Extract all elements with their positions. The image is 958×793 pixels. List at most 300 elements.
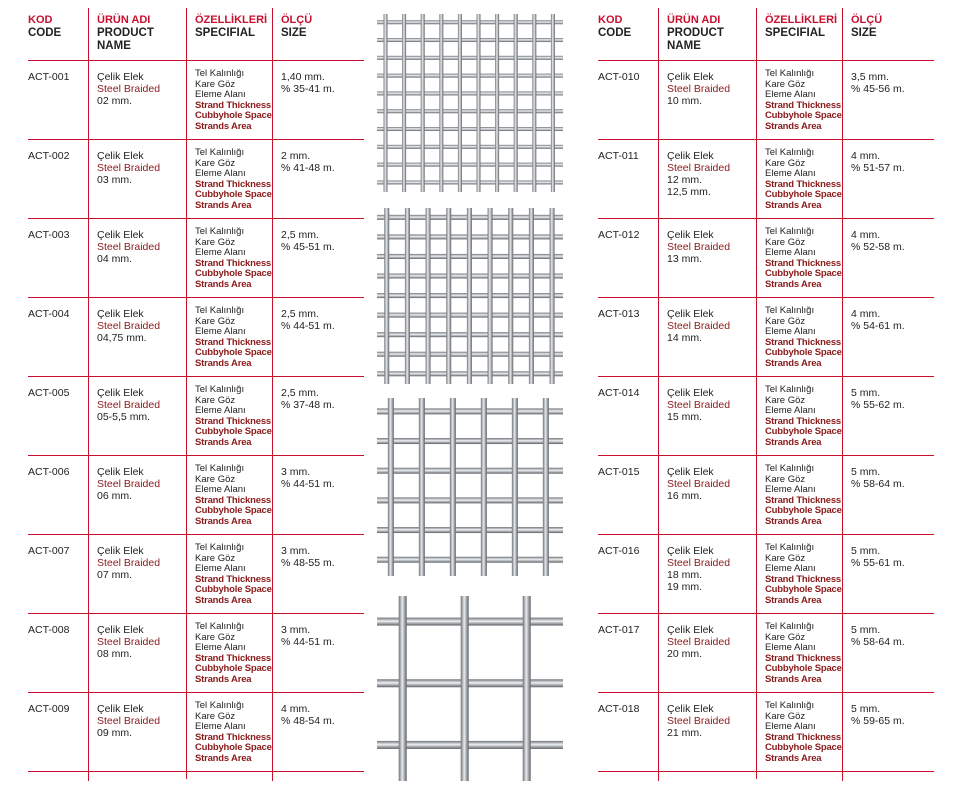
- spec-en-line: Strand Thickness: [195, 494, 271, 506]
- code-header: [598, 8, 650, 60]
- spec-en-line: Strands Area: [765, 673, 822, 685]
- product-size: [272, 140, 365, 228]
- spec-en-line: Cubbyhole Space: [765, 426, 842, 437]
- spec-en-line: Strand Thickness: [765, 731, 841, 743]
- product-specs: [186, 693, 273, 779]
- spec-tr-line: Kare Göz: [195, 631, 236, 643]
- header-en-label: SPECIFIAL: [195, 27, 256, 39]
- spec-en-line: Strand Thickness: [195, 652, 271, 664]
- code-text: ACT-005: [28, 387, 70, 399]
- horizontal-wire: [377, 408, 563, 414]
- vertical-wire: [450, 398, 456, 576]
- spec-en-line: Cubbyhole Space: [195, 663, 272, 674]
- code-text: ACT-010: [598, 71, 640, 83]
- product-specs: [186, 298, 273, 384]
- spec-en-line: Strands Area: [765, 278, 822, 290]
- spec-en-line: Strand Thickness: [195, 573, 271, 585]
- table-row: [28, 377, 364, 456]
- product-code: [28, 140, 88, 228]
- name-en: Steel Braided: [97, 399, 161, 411]
- product-name: [88, 298, 187, 386]
- header-en-label: PRODUCT NAME: [667, 27, 724, 52]
- spec-tr-line: Eleme Alanı: [195, 405, 246, 416]
- size-value: 5 mm.: [851, 545, 881, 557]
- product-code: [28, 693, 88, 781]
- product-code: [598, 535, 658, 623]
- size-value: 2,5 mm.: [281, 308, 319, 320]
- product-name: [658, 456, 757, 544]
- name-tr: Çelik Elek: [667, 387, 714, 399]
- vertical-wire: [446, 208, 451, 384]
- product-code: [28, 377, 88, 465]
- name-en: Steel Braided: [667, 320, 731, 332]
- vertical-wire: [405, 208, 410, 384]
- product-dimension: 05-5,5 mm.: [97, 411, 151, 423]
- size-percent: % 35-41 m.: [281, 83, 335, 95]
- product-size: [842, 614, 935, 702]
- product-dimension: 04,75 mm.: [97, 332, 147, 344]
- size-value: 3 mm.: [281, 624, 311, 636]
- spec-tr-line: Tel Kalınlığı: [765, 384, 815, 395]
- spec-tr-line: Eleme Alanı: [195, 642, 246, 653]
- size-percent: % 45-51 m.: [281, 241, 335, 253]
- spec-tr-line: Kare Göz: [765, 315, 806, 327]
- vertical-wire: [551, 14, 555, 192]
- product-size: [842, 61, 935, 149]
- spec-tr-line: Eleme Alanı: [765, 89, 816, 100]
- table-row: [598, 456, 934, 535]
- name-en: Steel Braided: [667, 162, 731, 174]
- spec-tr-line: Kare Göz: [195, 394, 236, 406]
- spec-tr-line: Kare Göz: [765, 473, 806, 485]
- spec-en-line: Strands Area: [765, 357, 822, 369]
- spec-tr-line: Kare Göz: [195, 236, 236, 248]
- code-text: ACT-004: [28, 308, 70, 320]
- vertical-wire: [543, 398, 549, 576]
- name-tr: Çelik Elek: [97, 71, 144, 83]
- product-dimension: 20 mm.: [667, 648, 703, 660]
- product-code: [28, 298, 88, 386]
- product-name: [658, 298, 757, 386]
- product-code: [28, 219, 88, 307]
- product-specs: [756, 456, 843, 542]
- spec-en-line: Strand Thickness: [195, 731, 271, 743]
- code-text: ACT-006: [28, 466, 70, 478]
- table-row: [598, 693, 934, 772]
- size-header: [842, 8, 935, 60]
- code-text: ACT-017: [598, 624, 640, 636]
- product-dimension: 10 mm.: [667, 95, 703, 107]
- spec-tr-line: Tel Kalınlığı: [765, 226, 815, 237]
- size-value: 3 mm.: [281, 466, 311, 478]
- table-header: [598, 8, 934, 61]
- product-size: [842, 298, 935, 386]
- size-percent: % 58-64 m.: [851, 478, 905, 490]
- spec-en-line: Cubbyhole Space: [765, 663, 842, 674]
- spec-tr-line: Eleme Alanı: [195, 247, 246, 258]
- spec-en-line: Cubbyhole Space: [765, 742, 842, 753]
- product-size: [842, 693, 935, 781]
- code-text: ACT-007: [28, 545, 70, 557]
- spec-tr-line: Kare Göz: [195, 315, 236, 327]
- size-percent: % 54-61 m.: [851, 320, 905, 332]
- size-percent: % 44-51 m.: [281, 636, 335, 648]
- product-specs: [186, 140, 273, 226]
- vertical-wire: [421, 14, 425, 192]
- product-dimension: 18 mm.: [667, 569, 703, 581]
- spec-tr-line: Eleme Alanı: [765, 721, 816, 732]
- coarse-wire-mesh-icon: [377, 596, 563, 781]
- spec-en-line: Strands Area: [195, 515, 252, 527]
- table-row: [28, 298, 364, 377]
- spec-tr-line: Eleme Alanı: [195, 721, 246, 732]
- vertical-wire: [399, 596, 407, 781]
- size-value: 5 mm.: [851, 387, 881, 399]
- header-tr-label: ÖLÇÜ: [281, 14, 313, 26]
- product-size: [272, 535, 365, 623]
- spec-en-line: Cubbyhole Space: [195, 742, 272, 753]
- product-specs: [186, 377, 273, 463]
- vertical-wire: [488, 208, 493, 384]
- table-row: [28, 140, 364, 219]
- horizontal-wire: [377, 438, 563, 444]
- spec-tr-line: Kare Göz: [195, 78, 236, 90]
- vertical-wire: [388, 398, 394, 576]
- name-tr: Çelik Elek: [97, 624, 144, 636]
- product-name: [658, 140, 757, 228]
- fine-wire-mesh-icon: [377, 14, 563, 192]
- spec-tr-line: Tel Kalınlığı: [195, 621, 245, 632]
- spec-tr-line: Eleme Alanı: [765, 405, 816, 416]
- vertical-wire: [402, 14, 406, 192]
- spec-en-line: Strand Thickness: [195, 178, 271, 190]
- name-en: Steel Braided: [667, 399, 731, 411]
- product-name: [88, 535, 187, 623]
- vertical-wire: [529, 208, 534, 384]
- size-value: 2,5 mm.: [281, 229, 319, 241]
- product-dimension: 19 mm.: [667, 581, 703, 593]
- vertical-wire: [458, 14, 462, 192]
- spec-tr-line: Eleme Alanı: [765, 326, 816, 337]
- vertical-wire: [461, 596, 469, 781]
- code-text: ACT-018: [598, 703, 640, 715]
- product-dimension: 12 mm.: [667, 174, 703, 186]
- code-text: ACT-015: [598, 466, 640, 478]
- name-tr: Çelik Elek: [667, 466, 714, 478]
- code-text: ACT-008: [28, 624, 70, 636]
- spec-tr-line: Kare Göz: [765, 236, 806, 248]
- name-tr: Çelik Elek: [667, 71, 714, 83]
- vertical-wire: [508, 208, 513, 384]
- spec-en-line: Strands Area: [765, 752, 822, 764]
- product-specs: [756, 140, 843, 226]
- medium-wire-mesh-icon: [377, 398, 563, 576]
- spec-en-line: Cubbyhole Space: [195, 189, 272, 200]
- size-percent: % 52-58 m.: [851, 241, 905, 253]
- header-en-label: SPECIFIAL: [765, 27, 826, 39]
- table-header: [28, 8, 364, 61]
- spec-en-line: Strands Area: [195, 673, 252, 685]
- spec-en-line: Strand Thickness: [765, 652, 841, 664]
- code-text: ACT-002: [28, 150, 70, 162]
- name-en: Steel Braided: [97, 320, 161, 332]
- code-text: ACT-016: [598, 545, 640, 557]
- spec-tr-line: Eleme Alanı: [765, 168, 816, 179]
- size-value: 5 mm.: [851, 703, 881, 715]
- size-percent: % 51-57 m.: [851, 162, 905, 174]
- spec-tr-line: Kare Göz: [195, 157, 236, 169]
- code-text: ACT-014: [598, 387, 640, 399]
- name-tr: Çelik Elek: [97, 466, 144, 478]
- product-dimension: 16 mm.: [667, 490, 703, 502]
- size-value: 2,5 mm.: [281, 387, 319, 399]
- product-dimension: 14 mm.: [667, 332, 703, 344]
- product-name: [88, 140, 187, 228]
- code-text: ACT-013: [598, 308, 640, 320]
- spec-tr-line: Eleme Alanı: [195, 168, 246, 179]
- product-name: [658, 614, 757, 702]
- code-header: [28, 8, 80, 60]
- vertical-wire: [514, 14, 518, 192]
- vertical-wire: [426, 208, 431, 384]
- spec-tr-line: Kare Göz: [195, 473, 236, 485]
- product-specs: [186, 219, 273, 305]
- spec-en-line: Strands Area: [765, 515, 822, 527]
- vertical-wire: [550, 208, 555, 384]
- spec-en-line: Strands Area: [765, 120, 822, 132]
- horizontal-wire: [377, 527, 563, 533]
- product-name: [88, 614, 187, 702]
- size-value: 4 mm.: [281, 703, 311, 715]
- product-size: [842, 535, 935, 623]
- name-tr: Çelik Elek: [97, 150, 144, 162]
- spec-en-line: Strand Thickness: [195, 415, 271, 427]
- spec-tr-line: Tel Kalınlığı: [195, 384, 245, 395]
- horizontal-wire: [377, 468, 563, 474]
- size-percent: % 55-62 m.: [851, 399, 905, 411]
- header-tr-label: ÜRÜN ADI: [97, 14, 151, 26]
- product-name: [88, 693, 187, 781]
- size-value: 4 mm.: [851, 150, 881, 162]
- product-dimension: 12,5 mm.: [667, 186, 711, 198]
- spec-tr-line: Eleme Alanı: [765, 484, 816, 495]
- spec-tr-line: Tel Kalınlığı: [765, 463, 815, 474]
- product-name: [658, 693, 757, 781]
- vertical-wire: [477, 14, 481, 192]
- product-specs: [756, 614, 843, 700]
- product-size: [842, 140, 935, 228]
- table-row: [598, 140, 934, 219]
- spec-tr-line: Tel Kalınlığı: [195, 147, 245, 158]
- product-dimension: 04 mm.: [97, 253, 133, 265]
- product-size: [272, 377, 365, 465]
- spec-tr-line: Tel Kalınlığı: [195, 305, 245, 316]
- product-name-header: [658, 8, 757, 60]
- size-value: 3 mm.: [281, 545, 311, 557]
- size-value: 4 mm.: [851, 229, 881, 241]
- size-percent: % 37-48 m.: [281, 399, 335, 411]
- product-specs: [186, 456, 273, 542]
- spec-en-line: Strands Area: [765, 436, 822, 448]
- name-en: Steel Braided: [667, 83, 731, 95]
- size-value: 5 mm.: [851, 624, 881, 636]
- spec-tr-line: Kare Göz: [765, 394, 806, 406]
- spec-tr-line: Tel Kalınlığı: [195, 700, 245, 711]
- product-specs: [186, 535, 273, 621]
- spec-tr-line: Tel Kalınlığı: [195, 68, 245, 79]
- header-en-label: CODE: [28, 27, 62, 39]
- product-code: [598, 61, 658, 149]
- left-product-table: [28, 8, 364, 772]
- spec-en-line: Cubbyhole Space: [765, 189, 842, 200]
- product-specs: [756, 535, 843, 621]
- table-row: [28, 693, 364, 772]
- spec-tr-line: Tel Kalınlığı: [765, 542, 815, 553]
- spec-header: [186, 8, 273, 60]
- product-dimension: 21 mm.: [667, 727, 703, 739]
- product-specs: [756, 219, 843, 305]
- size-percent: % 45-56 m.: [851, 83, 905, 95]
- size-percent: % 59-65 m.: [851, 715, 905, 727]
- spec-en-line: Strand Thickness: [765, 336, 841, 348]
- table-row: [28, 535, 364, 614]
- product-name: [88, 456, 187, 544]
- name-tr: Çelik Elek: [97, 308, 144, 320]
- table-row: [28, 456, 364, 535]
- table-row: [28, 61, 364, 140]
- name-tr: Çelik Elek: [97, 545, 144, 557]
- spec-en-line: Strands Area: [765, 594, 822, 606]
- vertical-wire: [419, 398, 425, 576]
- size-value: 5 mm.: [851, 466, 881, 478]
- spec-tr-line: Kare Göz: [765, 710, 806, 722]
- header-tr-label: ÖZELLİKLERİ: [195, 14, 268, 26]
- product-size: [272, 298, 365, 386]
- spec-en-line: Strand Thickness: [765, 415, 841, 427]
- product-size: [272, 61, 365, 149]
- product-name: [88, 377, 187, 465]
- vertical-wire: [481, 398, 487, 576]
- table-row: [598, 377, 934, 456]
- spec-tr-line: Kare Göz: [195, 710, 236, 722]
- spec-en-line: Cubbyhole Space: [765, 584, 842, 595]
- size-value: 1,40 mm.: [281, 71, 325, 83]
- size-header: [272, 8, 365, 60]
- table-row: [598, 535, 934, 614]
- product-size: [272, 219, 365, 307]
- table-row: [28, 219, 364, 298]
- spec-tr-line: Eleme Alanı: [195, 89, 246, 100]
- size-percent: % 44-51 m.: [281, 320, 335, 332]
- product-size: [842, 219, 935, 307]
- code-text: ACT-003: [28, 229, 70, 241]
- name-en: Steel Braided: [667, 557, 731, 569]
- spec-tr-line: Tel Kalınlığı: [195, 463, 245, 474]
- product-code: [28, 61, 88, 149]
- name-en: Steel Braided: [97, 478, 161, 490]
- horizontal-wire: [377, 497, 563, 503]
- name-en: Steel Braided: [667, 715, 731, 727]
- product-code: [598, 456, 658, 544]
- product-specs: [756, 377, 843, 463]
- product-name: [88, 61, 187, 149]
- spec-tr-line: Kare Göz: [195, 552, 236, 564]
- code-text: ACT-011: [598, 150, 639, 162]
- product-dimension: 03 mm.: [97, 174, 133, 186]
- spec-tr-line: Tel Kalınlığı: [195, 542, 245, 553]
- spec-en-line: Strand Thickness: [765, 257, 841, 269]
- size-value: 4 mm.: [851, 308, 881, 320]
- spec-en-line: Cubbyhole Space: [195, 426, 272, 437]
- spec-en-line: Strands Area: [195, 120, 252, 132]
- spec-en-line: Cubbyhole Space: [765, 110, 842, 121]
- product-size: [842, 456, 935, 544]
- table-row: [598, 298, 934, 377]
- size-value: 2 mm.: [281, 150, 311, 162]
- name-tr: Çelik Elek: [667, 150, 714, 162]
- product-specs: [186, 614, 273, 700]
- name-en: Steel Braided: [97, 715, 161, 727]
- name-en: Steel Braided: [97, 557, 161, 569]
- name-tr: Çelik Elek: [667, 545, 714, 557]
- spec-en-line: Strands Area: [195, 752, 252, 764]
- spec-en-line: Cubbyhole Space: [195, 110, 272, 121]
- product-code: [28, 456, 88, 544]
- header-tr-label: ÜRÜN ADI: [667, 14, 721, 26]
- product-dimension: 13 mm.: [667, 253, 703, 265]
- spec-en-line: Strand Thickness: [765, 573, 841, 585]
- name-tr: Çelik Elek: [97, 703, 144, 715]
- spec-en-line: Cubbyhole Space: [195, 268, 272, 279]
- spec-tr-line: Tel Kalınlığı: [195, 226, 245, 237]
- spec-en-line: Cubbyhole Space: [765, 347, 842, 358]
- spec-tr-line: Kare Göz: [765, 78, 806, 90]
- name-en: Steel Braided: [97, 636, 161, 648]
- header-en-label: SIZE: [281, 27, 307, 39]
- spec-tr-line: Kare Göz: [765, 552, 806, 564]
- name-tr: Çelik Elek: [667, 703, 714, 715]
- product-code: [28, 535, 88, 623]
- product-size: [272, 456, 365, 544]
- product-code: [28, 614, 88, 702]
- name-en: Steel Braided: [667, 241, 731, 253]
- size-percent: % 48-55 m.: [281, 557, 335, 569]
- name-en: Steel Braided: [97, 83, 161, 95]
- name-en: Steel Braided: [97, 241, 161, 253]
- name-tr: Çelik Elek: [667, 624, 714, 636]
- product-specs: [756, 693, 843, 779]
- header-tr-label: ÖLÇÜ: [851, 14, 883, 26]
- product-code: [598, 614, 658, 702]
- product-dimension: 15 mm.: [667, 411, 703, 423]
- spec-en-line: Strands Area: [195, 199, 252, 211]
- table-row: [598, 61, 934, 140]
- product-specs: [186, 61, 273, 147]
- spec-tr-line: Eleme Alanı: [195, 563, 246, 574]
- product-name: [658, 377, 757, 465]
- header-tr-label: KOD: [598, 14, 623, 26]
- code-text: ACT-009: [28, 703, 70, 715]
- header-en-label: SIZE: [851, 27, 877, 39]
- size-value: 3,5 mm.: [851, 71, 889, 83]
- code-text: ACT-001: [28, 71, 70, 83]
- vertical-wire: [495, 14, 499, 192]
- spec-en-line: Strands Area: [765, 199, 822, 211]
- spec-en-line: Cubbyhole Space: [765, 268, 842, 279]
- horizontal-wire: [377, 557, 563, 563]
- name-en: Steel Braided: [667, 478, 731, 490]
- spec-header: [756, 8, 843, 60]
